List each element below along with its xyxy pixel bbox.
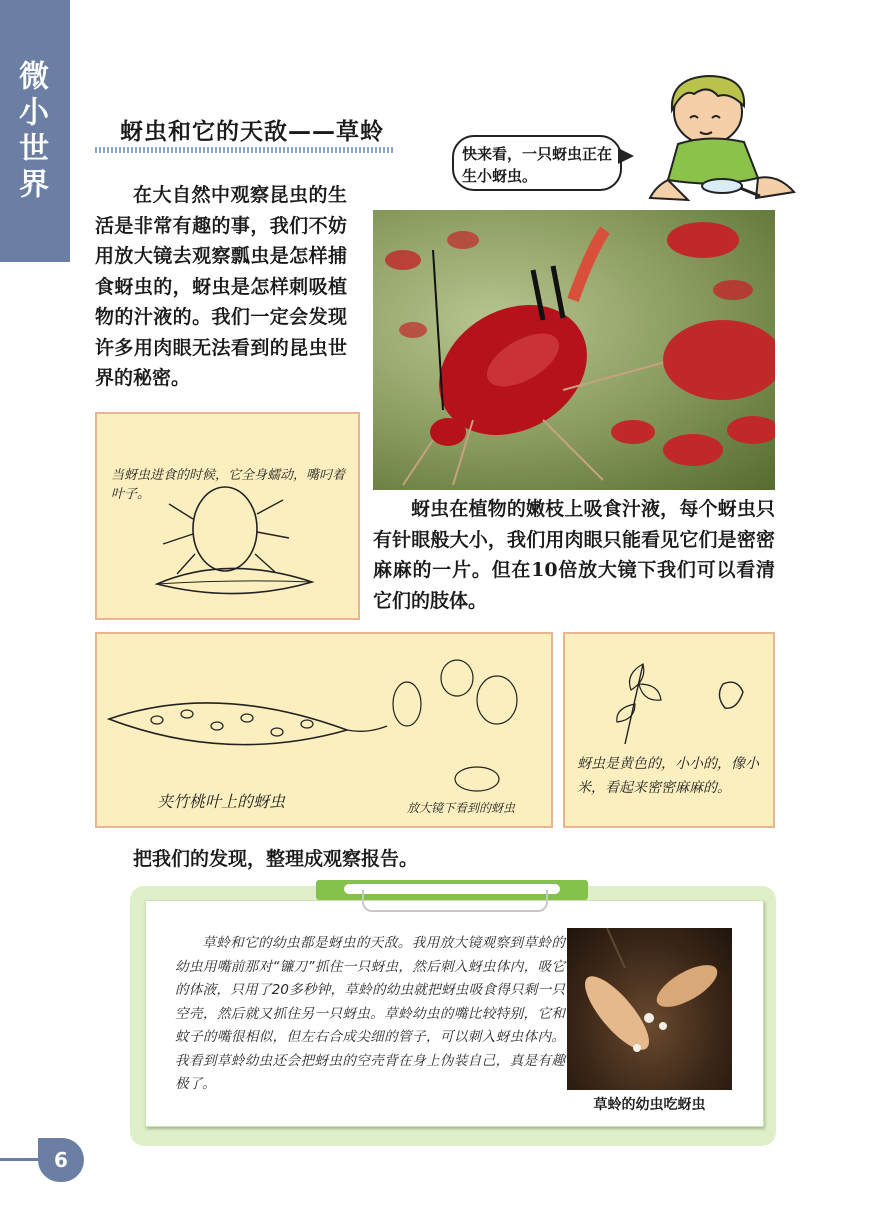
- sketch-yellow-aphids: [563, 632, 775, 828]
- lacewing-larva-caption: 草蛉的幼虫吃蚜虫: [593, 1097, 706, 1113]
- speech-bubble-text: 快来看，一只蚜虫正在生小蚜虫。: [462, 145, 613, 185]
- sketch-aphid-feeding: [95, 412, 360, 620]
- speech-bubble-tail: [618, 148, 634, 164]
- aphid-on-leaf-drawing: [97, 414, 360, 620]
- side-tab: [0, 0, 70, 262]
- sketch-leaf-label: 夹竹桃叶上的蚜虫: [157, 792, 286, 811]
- sketch-magnified-label: 放大镜下看到的蚜虫: [407, 801, 516, 815]
- section-title: 蚜虫和它的天敌——草蛉: [120, 119, 384, 145]
- speech-bubble: [452, 135, 622, 191]
- boy-with-magnifier-illustration: [648, 70, 798, 205]
- title-rule: [95, 147, 395, 153]
- lacewing-larva-photo: [567, 928, 732, 1090]
- report-clip-ring: [362, 890, 548, 912]
- report-text: 草蛉和它的幼虫都是蚜虫的天敌。我用放大镜观察到草蛉的幼虫用嘴前那对“镰刀”抓住一只蚜虫，然后刺入蚜虫体内，吸它的体液，只用了20多秒钟，草蛉的幼虫就把蚜虫吸食得只剩一只空壳，然后就又抓住另一只蚜虫。草蛉幼虫的嘴比较特别，它和蚊子的嘴很相似，但左右合成尖细的管子，可以刺入蚜虫体内。我看到草蛉幼虫还会把蚜虫的空壳背在身上伪装自己，真是有趣极了。: [175, 935, 565, 1092]
- page-number-band: [0, 1158, 40, 1161]
- aphid-photo: [373, 210, 775, 490]
- aphid-caption-paragraph: 蚜虫在植物的嫩枝上吸食汁液，每个蚜虫只有针眼般大小，我们用肉眼只能看见它们是密密麻麻的一片。但在10倍放大镜下我们可以看清它们的肢体。: [373, 498, 775, 612]
- report-prompt: 把我们的发现，整理成观察报告。: [133, 848, 419, 870]
- sketch-yellow-aphids-note: 蚜虫是黄色的，小小的，像小米，看起来密密麻麻的。: [577, 756, 759, 796]
- sketch-aphid-feeding-note: 当蚜虫进食的时候，它全身蠕动，嘴叼着叶子。: [111, 468, 346, 502]
- lacewing-larva-illustration: [567, 928, 732, 1090]
- sketch-aphids-on-leaf: [95, 632, 553, 828]
- aphid-photo-illustration: [373, 210, 775, 490]
- page-number: 6: [38, 1138, 84, 1182]
- intro-paragraph: 在大自然中观察昆虫的生活是非常有趣的事，我们不妨用放大镜去观察瓢虫是怎样捕食蚜虫的，蚜虫是怎样刺吸植物的汁液的。我们一定会发现许多用肉眼无法看到的昆虫世界的秘密。: [95, 184, 347, 389]
- side-tab-label: 微小世界: [13, 60, 48, 204]
